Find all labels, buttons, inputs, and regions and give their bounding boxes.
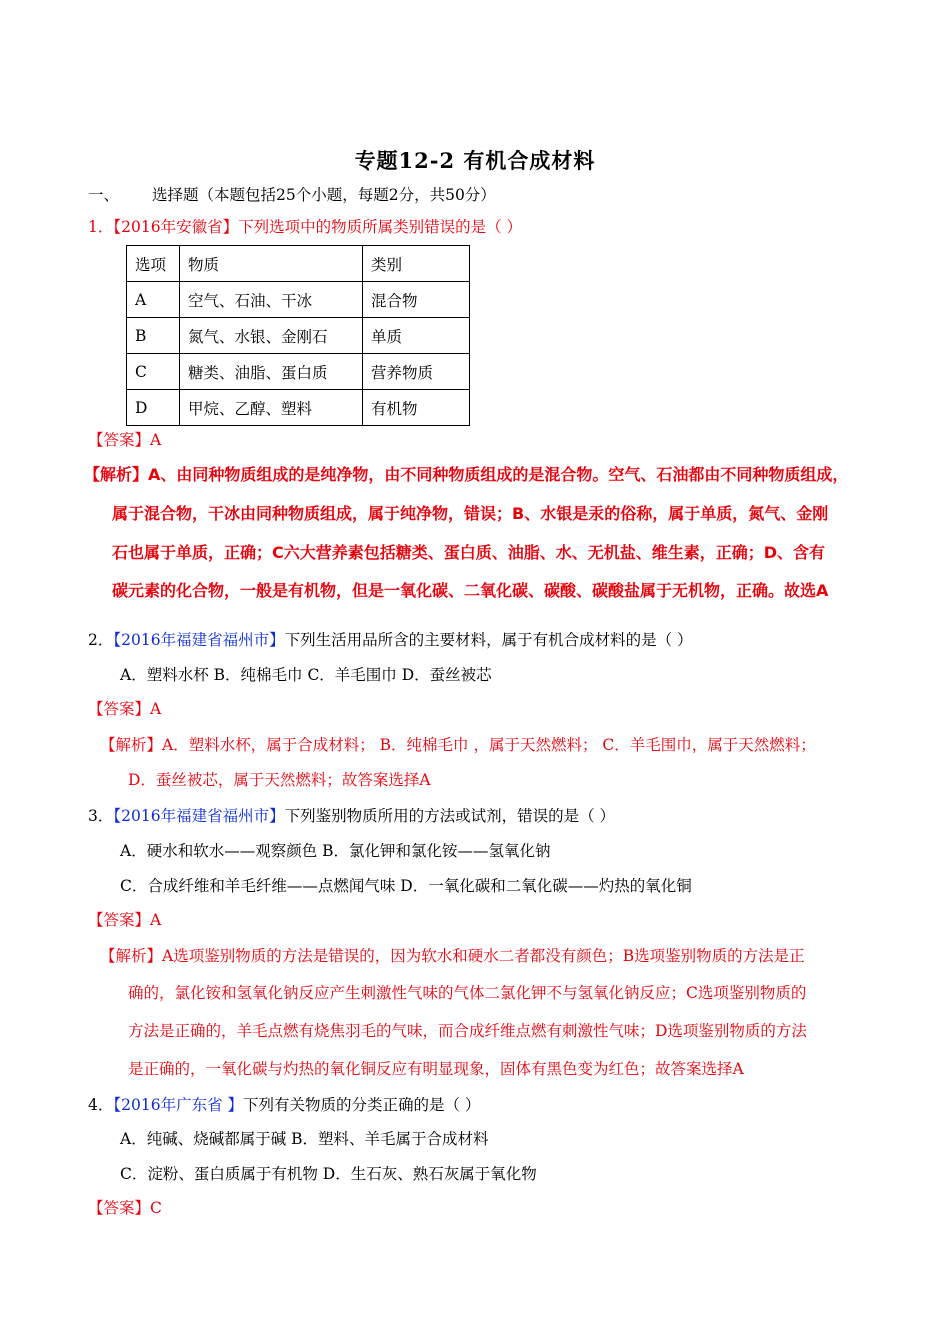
table-header-cell: 选项 bbox=[127, 246, 180, 282]
q3-analysis-line: 是正确的，一氧化碳与灼热的氧化铜反应有明显现象，固体有黑色变为红色；故答案选择A bbox=[128, 1060, 744, 1078]
q3-option-line: C．合成纤维和羊毛纤维——点燃闻气味 D．一氧化碳和二氧化碳——灼热的氧化铜 bbox=[120, 877, 692, 895]
q2-stem: 下列生活用品所含的主要材料，属于有机合成材料的是（ ） bbox=[284, 631, 693, 649]
table-cell: 甲烷、乙醇、塑料 bbox=[180, 390, 363, 426]
q2-line bbox=[88, 628, 693, 650]
q2-analysis-line: D．蚕丝被芯，属于天然燃料；故答案选择A bbox=[128, 771, 431, 789]
q1-analysis-line: 石也属于单质，正确；C六大营养素包括糖类、蛋白质、油脂、水、无机盐、维生素，正确；D、含有 bbox=[112, 543, 826, 562]
q1-number: 1． bbox=[88, 218, 114, 236]
table-cell: A bbox=[127, 282, 180, 318]
table-cell: 氮气、水银、金刚石 bbox=[180, 318, 363, 354]
q2-source: 【2016年福建省福州市】 bbox=[113, 631, 285, 649]
q1-analysis-line: 属于混合物，干冰由同种物质组成，属于纯净物，错误；B、水银是汞的俗称，属于单质，氮气、金刚 bbox=[112, 504, 829, 523]
q1-source: 【2016年安徽省】 bbox=[113, 218, 239, 236]
q4-answer: 【答案】C bbox=[88, 1199, 162, 1217]
table-cell: 混合物 bbox=[363, 282, 470, 318]
table-row bbox=[127, 318, 470, 354]
table-cell: 有机物 bbox=[363, 390, 470, 426]
q3-analysis-line: 【解析】A选项鉴别物质的方法是错误的，因为软水和硬水二者都没有颜色；B选项鉴别物质的方法是正 bbox=[100, 947, 805, 965]
table-row bbox=[127, 390, 470, 426]
page-title: 专题12-2 有机合成材料 bbox=[354, 148, 596, 173]
table-cell: C bbox=[127, 354, 180, 390]
q3-answer: 【答案】A bbox=[88, 911, 162, 929]
q4-option-line: C．淀粉、蛋白质属于有机物 D．生石灰、熟石灰属于氧化物 bbox=[120, 1165, 537, 1183]
table-header-cell: 类别 bbox=[363, 246, 470, 282]
table-cell: 糖类、油脂、蛋白质 bbox=[180, 354, 363, 390]
q3-stem: 下列鉴别物质所用的方法或试剂，错误的是（ ） bbox=[284, 807, 616, 825]
q4-number: 4． bbox=[88, 1096, 114, 1114]
table-cell: B bbox=[127, 318, 180, 354]
section-number: 一、 bbox=[88, 186, 120, 204]
q4-option-line: A．纯碱、烧碱都属于碱 B．塑料、羊毛属于合成材料 bbox=[120, 1130, 489, 1148]
q3-line bbox=[88, 804, 615, 826]
q4-source: 【2016年广东省 】 bbox=[113, 1096, 243, 1114]
q3-analysis-line: 方法是正确的，羊毛点燃有烧焦羽毛的气味，而合成纤维点燃有刺激性气味；D选项鉴别物质的方法 bbox=[128, 1022, 807, 1040]
table-cell: 单质 bbox=[363, 318, 470, 354]
q3-source: 【2016年福建省福州市】 bbox=[113, 807, 285, 825]
q3-number: 3． bbox=[88, 807, 114, 825]
q1-analysis-line: 【解析】A、由同种物质组成的是纯净物，由不同种物质组成的是混合物。空气、石油都由不同种物质组成， bbox=[84, 465, 849, 484]
q4-line bbox=[88, 1093, 480, 1115]
table-header-cell: 物质 bbox=[180, 246, 363, 282]
table-row bbox=[127, 354, 470, 390]
q2-answer: 【答案】A bbox=[88, 700, 162, 718]
q1-line bbox=[88, 215, 522, 237]
section-heading: 选择题（本题包括25个小题，每题2分，共50分） bbox=[152, 186, 496, 204]
q1-answer: 【答案】A bbox=[88, 431, 162, 449]
table-row bbox=[127, 282, 470, 318]
q1-analysis-line: 碳元素的化合物，一般是有机物，但是一氧化碳、二氧化碳、碳酸、碳酸盐属于无机物，正确。故选A bbox=[112, 581, 829, 600]
q2-analysis-line: 【解析】A．塑料水杯，属于合成材料； B．纯棉毛巾 ，属于天然燃料； C．羊毛围巾，属于天然燃料； bbox=[100, 736, 816, 754]
q4-stem: 下列有关物质的分类正确的是（ ） bbox=[243, 1096, 481, 1114]
q2-options: A．塑料水杯 B．纯棉毛巾 C．羊毛围巾 D．蚕丝被芯 bbox=[120, 666, 492, 684]
q2-number: 2． bbox=[88, 631, 114, 649]
q1-stem: 下列选项中的物质所属类别错误的是（ ） bbox=[238, 218, 523, 236]
table-cell: 营养物质 bbox=[363, 354, 470, 390]
table-header-row bbox=[127, 246, 470, 282]
q1-table bbox=[126, 245, 470, 426]
q3-analysis-line: 确的，氯化铵和氢氧化钠反应产生刺激性气味的气体二氯化钾不与氢氧化钠反应；C选项鉴别物质的 bbox=[128, 984, 807, 1002]
q3-option-line: A．硬水和软水——观察颜色 B．氯化钾和氯化铵——氢氧化钠 bbox=[120, 842, 551, 860]
table-cell: 空气、石油、干冰 bbox=[180, 282, 363, 318]
table-cell: D bbox=[127, 390, 180, 426]
